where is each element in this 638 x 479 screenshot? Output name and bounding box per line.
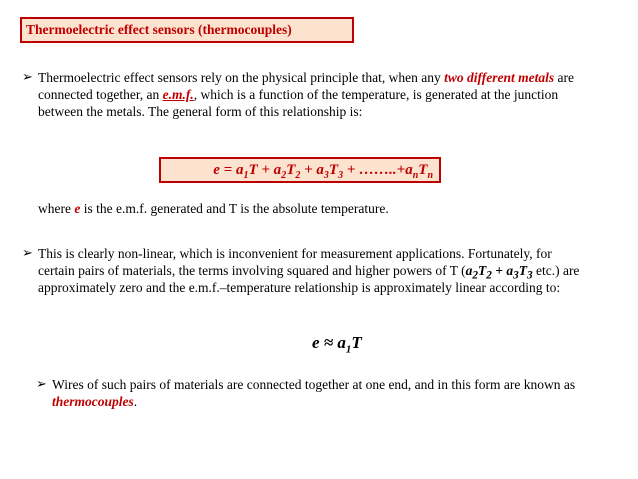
bullet-2-text: This is clearly non-linear, which is inconvenient for measurement applications. Fortunately, for certain pairs of materials, the terms involving squared and higher powers of T ($a_2T_2 + a_3T_3$ etc.) are approximately zero and the e.m.f.–temperature relationship is approximately linear according to: [38, 246, 580, 295]
bullet-3 [36, 376, 586, 410]
where-explanation: where e is the e.m.f. generated and T is the absolute temperature. [38, 201, 389, 216]
highlight-two-metals: two different metals [444, 70, 555, 85]
general-formula: $e = a_1T + a_2T_2 + a_3T_3$ + $\dots\dots..+a_nT_n$ [159, 157, 441, 183]
variable-e: e [74, 201, 81, 216]
highlight-thermocouples: thermocouples [52, 394, 134, 409]
bullet-3-text: Wires of such pairs of materials are connected together at one end, and in this form are known as thermocouples. [52, 377, 576, 409]
bullet-2 [22, 245, 582, 296]
arrow-bullet-icon: ➢ [36, 377, 47, 392]
arrow-bullet-icon: ➢ [22, 70, 33, 85]
inline-formula: $a_2T_2 + a_3T_3$ [465, 263, 533, 282]
arrow-bullet-icon: ➢ [22, 246, 33, 261]
highlight-emf: e.m.f. [162, 87, 194, 102]
bullet-1-text: Thermoelectric effect sensors rely on the physical principle that, when any two different metals are connected together, an e.m.f., which is a function of the temperature, is generated at the junction between the metals. The general form of this relationship is: [38, 70, 574, 119]
slide-title: Thermoelectric effect sensors (thermocouples) [20, 17, 354, 43]
linear-approximation: $e \approx a_1T$ [312, 333, 362, 356]
bullet-1 [22, 69, 592, 120]
